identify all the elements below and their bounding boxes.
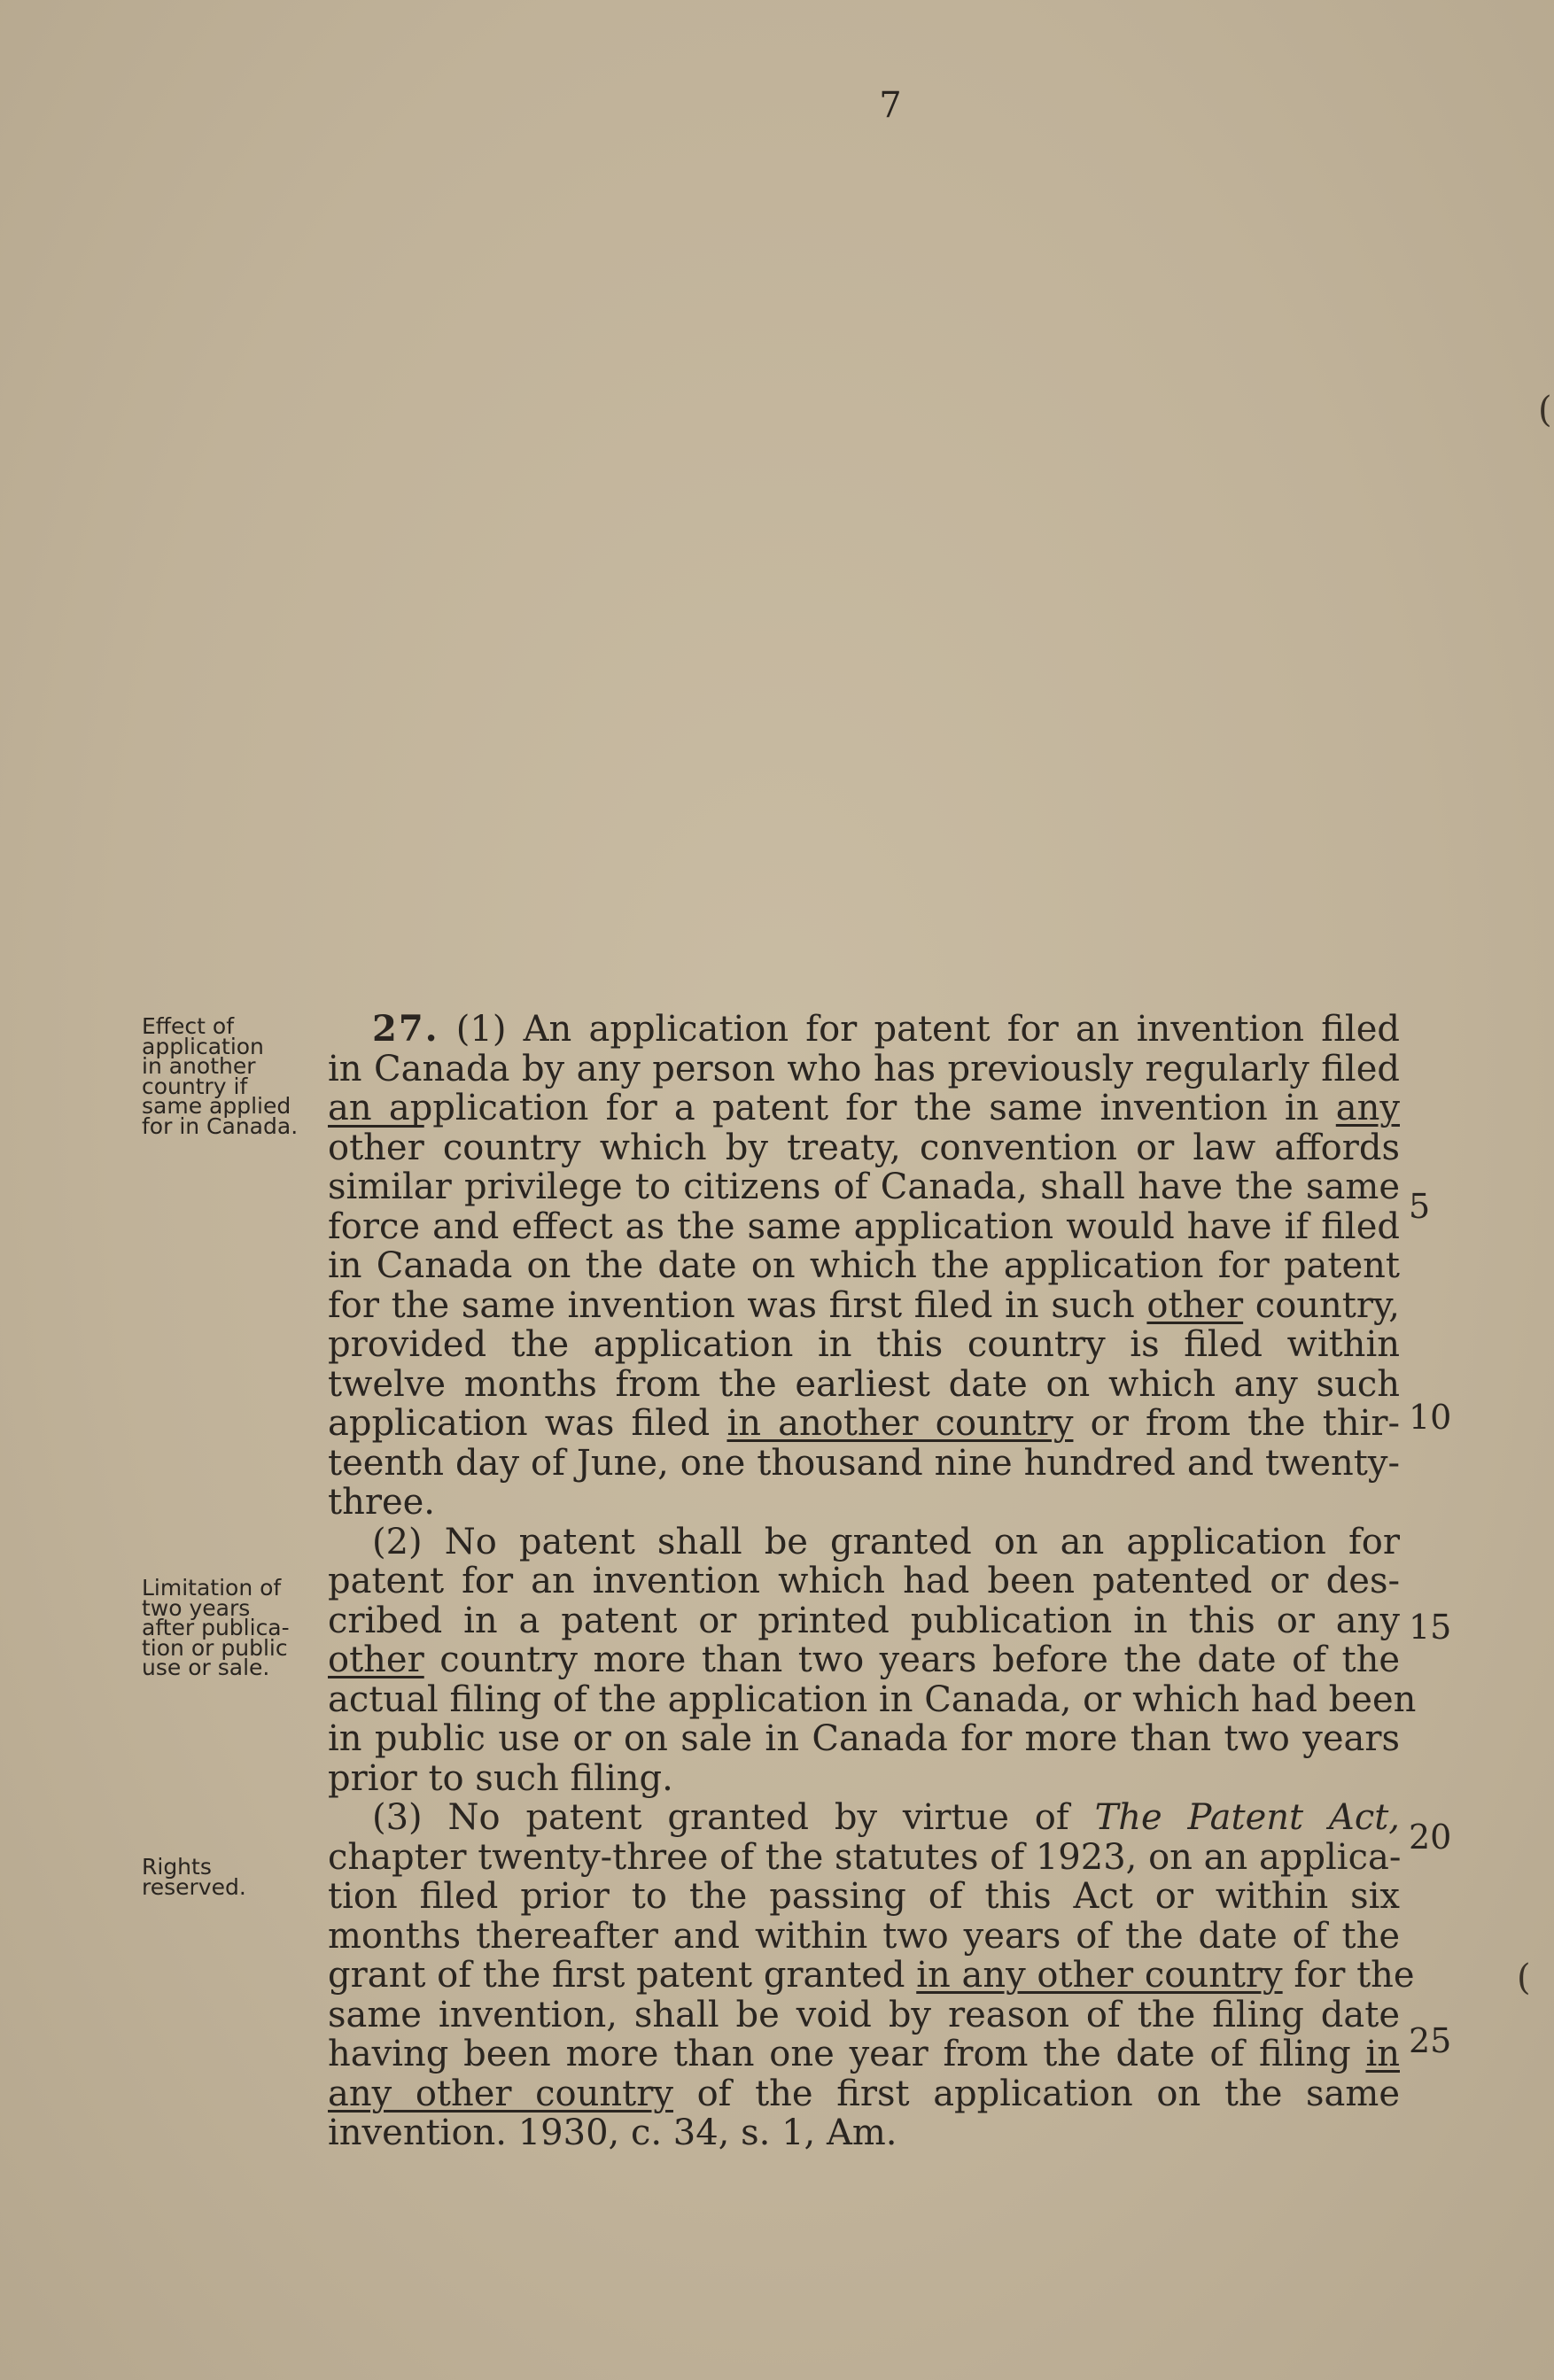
text-line: twelve months from the earliest date on which any such [328, 1363, 1400, 1405]
section-number: 27. [372, 1008, 439, 1050]
text-line: application was filed in another country or from the thir- [328, 1403, 1400, 1444]
text-line: (2) No patent shall be granted on an application for [372, 1521, 1400, 1562]
text-line: in Canada by any person who has previously regularly filed [328, 1048, 1400, 1089]
text-line: other country which by treaty, convention or law affords [328, 1127, 1400, 1168]
side-note-line: Limitation of [142, 1575, 282, 1601]
line-number: 25 [1409, 2021, 1452, 2060]
side-note-line: in another [142, 1053, 256, 1079]
text-line: any other country of the first application on the same [328, 2073, 1400, 2114]
text-line: 27. (1) An application for patent for an invention filed [372, 1008, 1400, 1050]
edge-mark: ( [1517, 1957, 1531, 1998]
side-note-line: same applied [142, 1093, 291, 1119]
side-note-line: two years [142, 1594, 251, 1621]
text-line: an application for a patent for the same invention in any [328, 1088, 1400, 1128]
side-note-line: Effect of [142, 1013, 234, 1039]
side-note-line: reserved. [142, 1873, 246, 1900]
side-note-line: use or sale. [142, 1655, 270, 1680]
side-note-line: country if [142, 1073, 248, 1099]
side-note-effect [142, 1013, 323, 1139]
text-line: other country more than two years before the date of the [328, 1640, 1400, 1680]
text-line: chapter twenty-three of the statutes of 1923, on an applica- [328, 1836, 1402, 1878]
line-number: 10 [1409, 1398, 1452, 1437]
side-note-rights [142, 1854, 323, 1900]
text-line: cribed in a patent or printed publication in this or any [328, 1600, 1400, 1641]
side-note-line: Rights [142, 1854, 212, 1880]
text-line: tion filed prior to the passing of this Act or within six [328, 1876, 1400, 1917]
text-line: teenth day of June, one thousand nine hundred and twenty- [328, 1442, 1400, 1484]
text-line: similar privilege to citizens of Canada, shall have the same [328, 1167, 1400, 1207]
page-number: 7 [879, 85, 902, 126]
text-line: having been more than one year from the date of filing in [328, 2034, 1400, 2074]
side-note-line: for in Canada. [142, 1112, 299, 1139]
line-number: 5 [1409, 1187, 1431, 1226]
text-line: in Canada on the date on which the application for patent [328, 1245, 1400, 1286]
side-note-limitation [142, 1575, 323, 1680]
side-note-line: after publica- [142, 1615, 290, 1640]
text-line: (3) No patent granted by virtue of The Patent Act, [372, 1797, 1401, 1838]
edge-mark: ( [1538, 390, 1552, 430]
text-line: force and effect as the same application would have if filed [328, 1206, 1400, 1247]
text-line: prior to such filing. [328, 1757, 673, 1799]
text-line: invention. 1930, c. 34, s. 1, Am. [328, 2113, 897, 2153]
text-line: patent for an invention which had been patented or des- [328, 1561, 1400, 1601]
text-line: actual filing of the application in Canada, or which had been [328, 1678, 1417, 1720]
side-note-line: tion or public [142, 1634, 288, 1661]
text-line: months thereafter and within two years of the date of the [328, 1915, 1400, 1957]
text-line: provided the application in this country is filed within [328, 1324, 1400, 1365]
line-number: 15 [1409, 1608, 1452, 1647]
text-line: grant of the first patent granted in any other country for the [328, 1955, 1415, 1996]
side-note-line: application [142, 1033, 264, 1059]
section-27-text [328, 1008, 1417, 2153]
text-line: same invention, shall be void by reason of the filing date [328, 1994, 1400, 2035]
line-number: 20 [1409, 1818, 1452, 1857]
text-line: for the same invention was first filed in such other country, [328, 1284, 1400, 1326]
text-line: three. [328, 1482, 436, 1523]
text-line: in public use or on sale in Canada for more than two years [328, 1718, 1400, 1759]
